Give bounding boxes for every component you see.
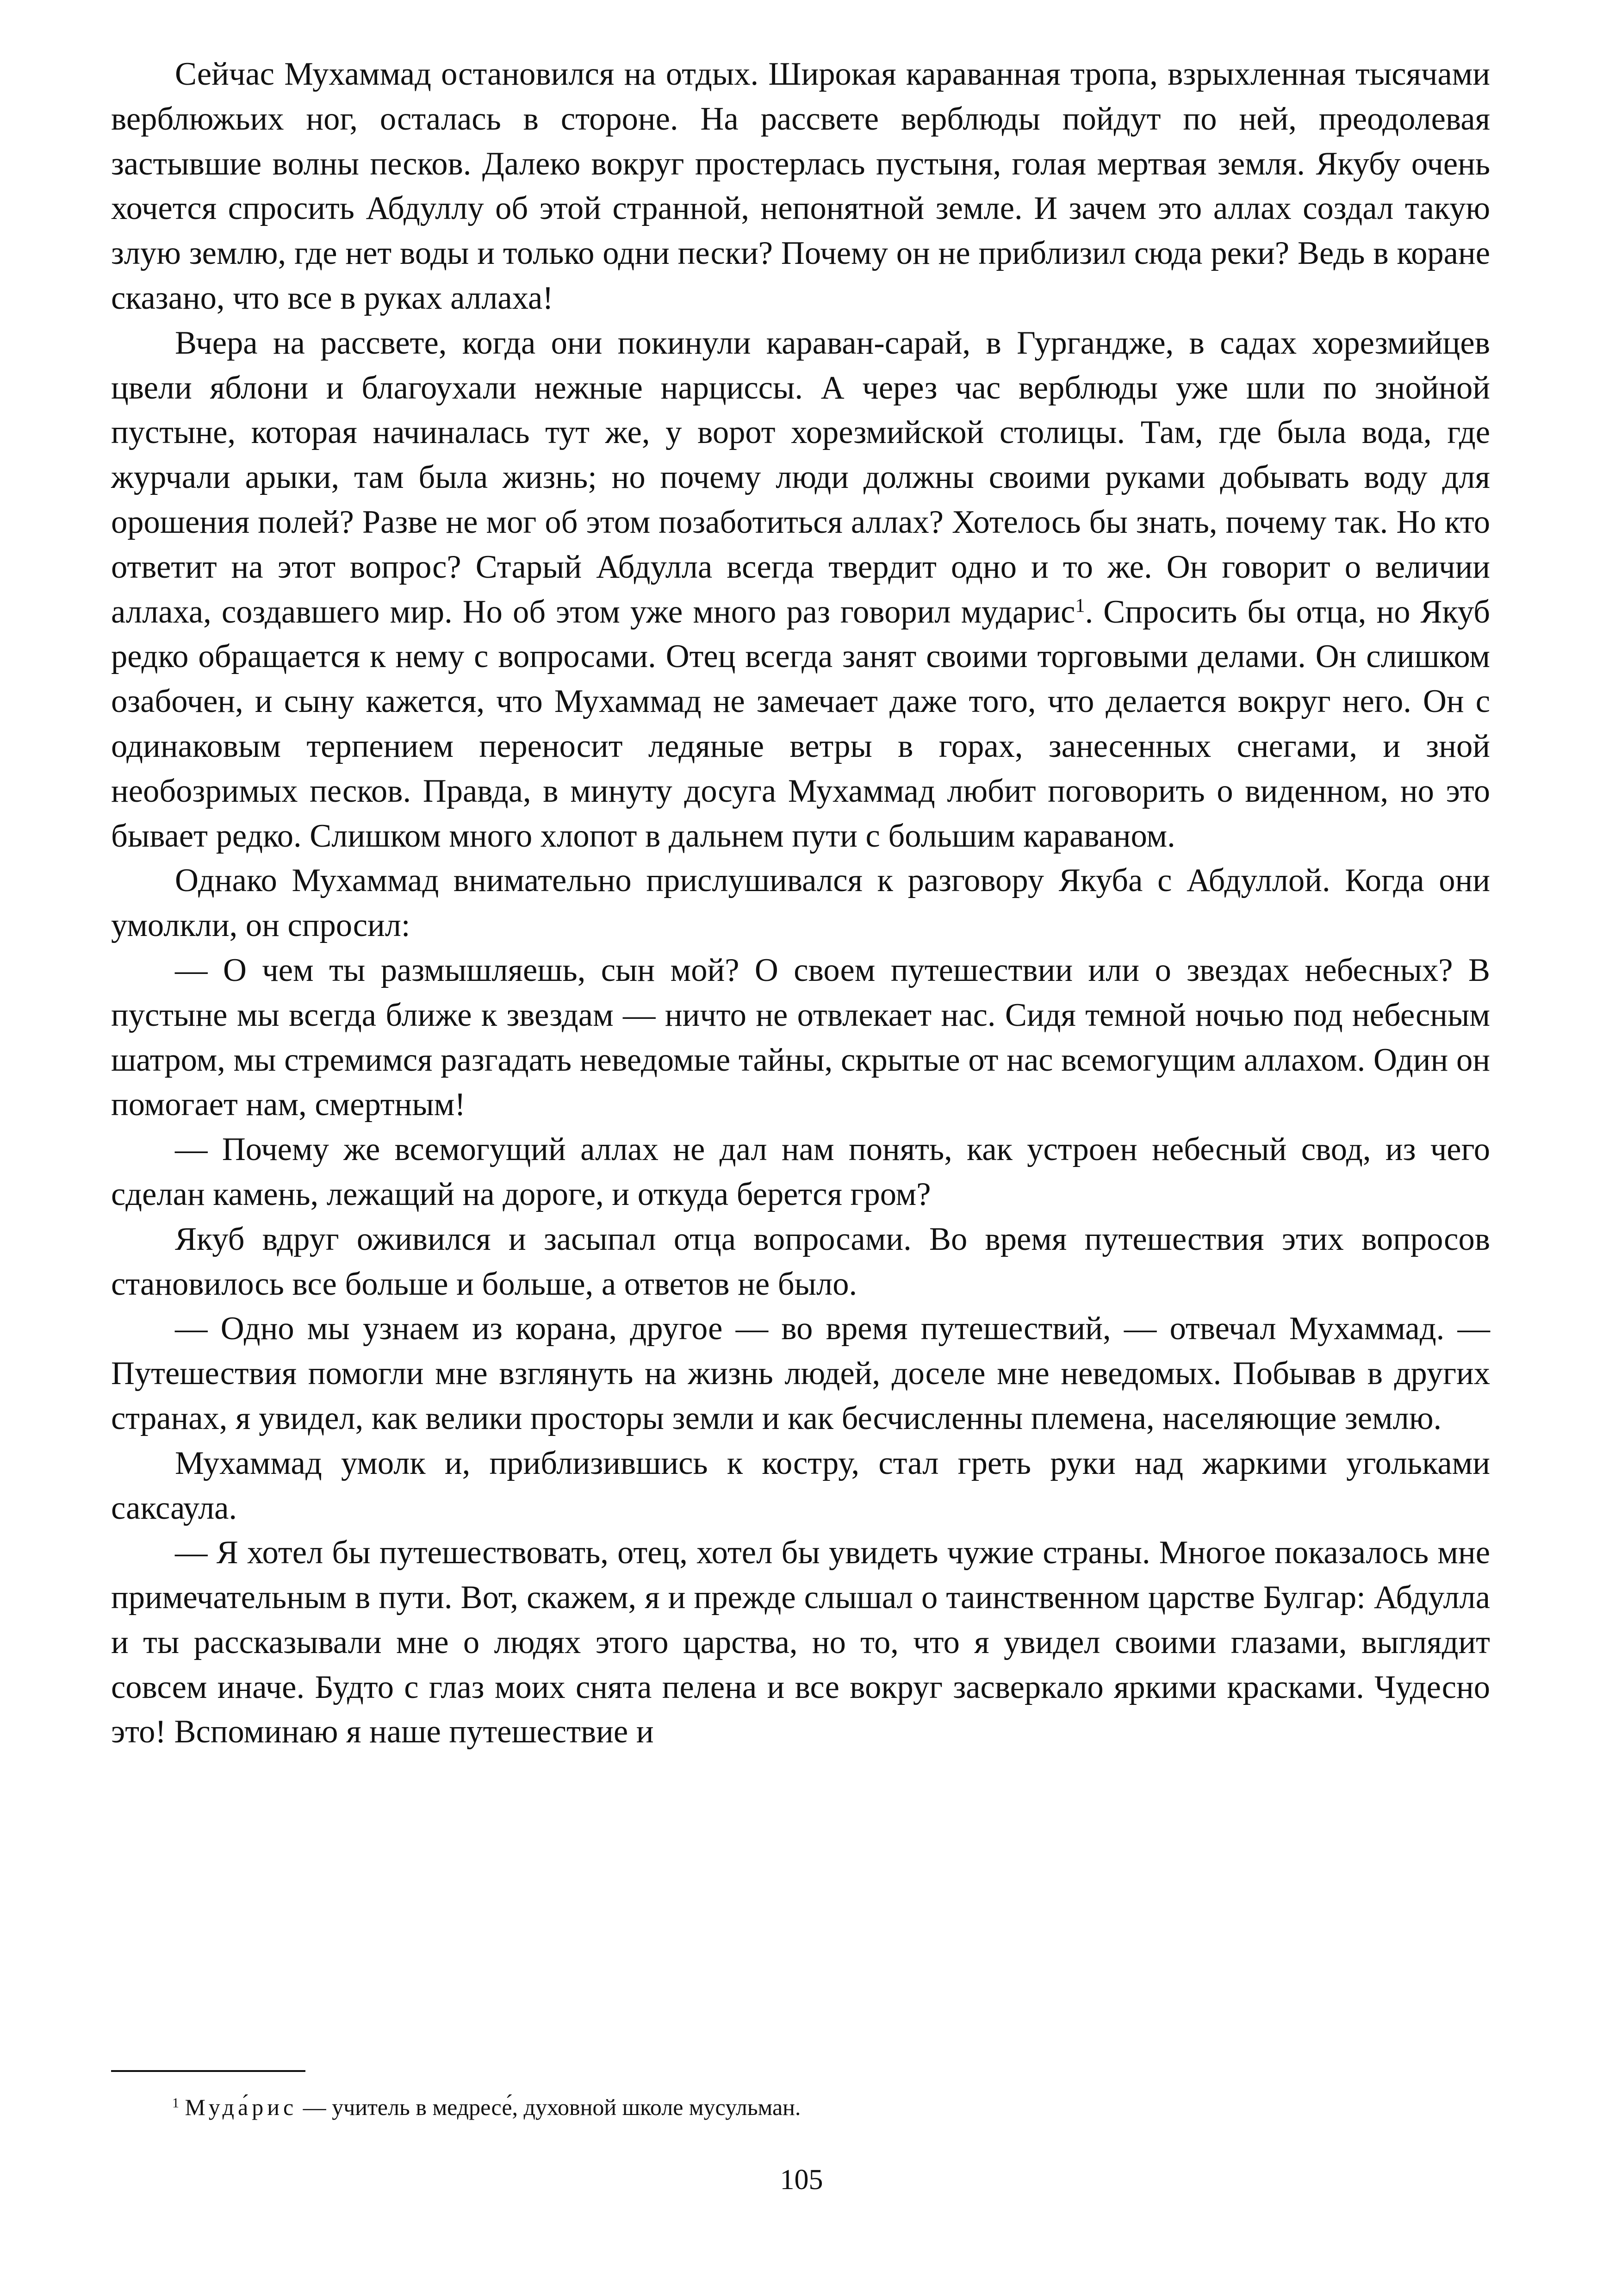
footnote: [172, 2093, 801, 2121]
paragraph-5: — Почему же всемогущий аллах не дал нам понять, как устроен небесный свод, из чего сделан камень, лежащий на дороге, и откуда берется гром?: [111, 1131, 1490, 1212]
paragraph-6: Якуб вдруг оживился и засыпал отца вопросами. Во время путешествия этих вопросов становилось все больше и больше, а ответов не было.: [111, 1221, 1490, 1302]
main-text: [111, 52, 1490, 1754]
footnote-divider: [111, 2070, 305, 2072]
paragraph-4: — О чем ты размышляешь, сын мой? О своем путешествии или о звездах небесных? В пустыне мы всегда ближе к звездам — ничто не отвлекает нас. Сидя темной ночью под небесным шатром, мы стремимся разгадать неведомые тайны, скрытые от нас всемогущим аллахом. Один он помогает нам, смертным!: [111, 952, 1490, 1123]
footnote-definition: — учитель в медресе́, духовной школе мусульман.: [297, 2094, 801, 2120]
footnote-mark: 1: [172, 2095, 179, 2111]
paragraph-7: — Одно мы узнаем из корана, другое — во время путешествий, — отвечал Мухаммад. — Путешествия помогли мне взглянуть на жизнь людей, доселе мне неведомых. Побывав в других странах, я увидел, как велики просторы земли и как бесчисленны племена, населяющие землю.: [111, 1310, 1490, 1436]
paragraph-8: Мухаммад умолк и, приблизившись к костру, стал греть руки над жаркими угольками саксаула.: [111, 1445, 1490, 1526]
page-number: 105: [780, 2164, 823, 2196]
paragraph-2-part-1: Вчера на рассвете, когда они покинули караван-сарай, в Гургандже, в садах хорезмийцев цвели яблони и благоухали нежные нарциссы. А через час верблюды уже шли по знойной пустыне, которая начиналась тут же, у ворот хорезмийской столицы. Там, где была вода, где журчали арыки, там была жизнь; но почему люди должны своими руками добывать воду для орошения полей? Разве не мог об этом позаботиться аллах? Хотелось бы знать, почему так. Но кто ответит на этот вопрос? Старый Абдулла всегда твердит одно и то же. Он говорит о величии аллаха, создавшего мир. Но об этом уже много раз говорил мударис: [111, 324, 1490, 630]
paragraph-1: Сейчас Мухаммад остановился на отдых. Широкая караванная тропа, взрыхленная тысячами верблюжьих ног, осталась в стороне. На рассвете верблюды пойдут по ней, преодолевая застывшие волны песков. Далеко вокруг простерлась пустыня, голая мертвая земля. Якубу очень хочется спросить Абдуллу об этой странной, непонятной земле. И зачем это аллах создал такую злую землю, где нет воды и только одни пески? Почему он не приблизил сюда реки? Ведь в коране сказано, что все в руках аллаха!: [111, 56, 1490, 316]
footnote-term: Муда́рис: [185, 2094, 298, 2120]
paragraph-2-part-2: . Спросить бы отца, но Якуб редко обращается к нему с вопросами. Отец всегда занят своими торговыми делами. Он слишком озабочен, и сыну кажется, что Мухаммад не замечает даже того, что делается вокруг него. Он с одинаковым терпением переносит ледяные ветры в горах, занесенных снегами, и зной необозримых песков. Правда, в минуту досуга Мухаммад любит поговорить о виденном, но это бывает редко. Слишком много хлопот в дальнем пути с большим караваном.: [111, 593, 1490, 854]
footnote-reference[interactable]: 1: [1075, 594, 1085, 617]
paragraph-3: Однако Мухаммад внимательно прислушивался к разговору Якуба с Абдуллой. Когда они умолкли, он спросил:: [111, 862, 1490, 944]
paragraph-9: — Я хотел бы путешествовать, отец, хотел бы увидеть чужие страны. Многое показалось мне примечательным в пути. Вот, скажем, я и прежде слышал о таинственном царстве Булгар: Абдулла и ты рассказывали мне о людях этого царства, но то, что я увидел своими глазами, выглядит совсем иначе. Будто с глаз моих снята пелена и все вокруг засверкало яркими красками. Чудесно это! Вспоминаю я наше путешествие и: [111, 1535, 1490, 1750]
paragraph-2: [111, 321, 1490, 859]
